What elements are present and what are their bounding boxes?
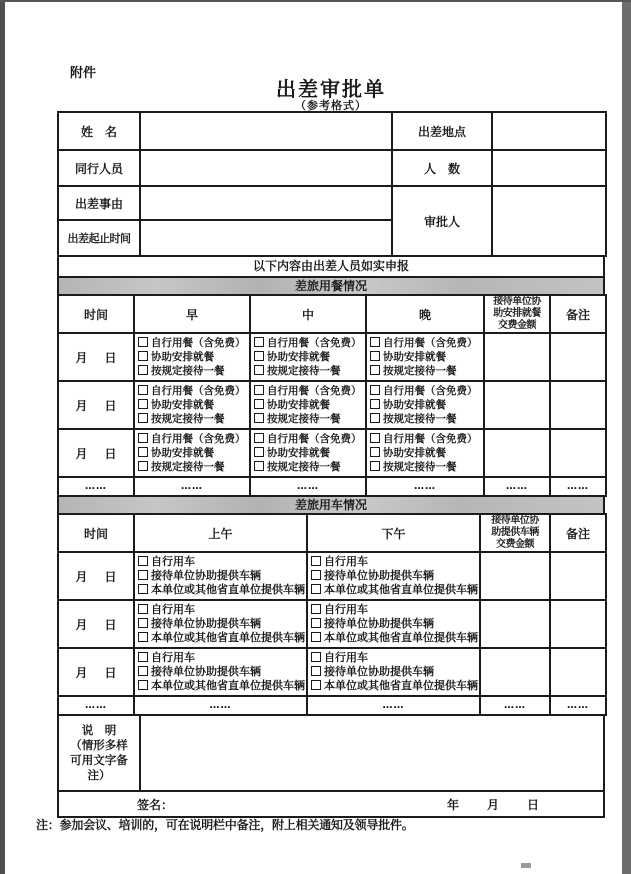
checkbox-icon bbox=[138, 584, 148, 594]
vehicle-ellipsis-row bbox=[58, 696, 606, 715]
month-label: 月 bbox=[486, 797, 499, 812]
checkbox-icon bbox=[138, 666, 148, 676]
meal-option-label: 协助安排就餐 bbox=[151, 399, 214, 411]
meal-noon-options bbox=[250, 429, 366, 477]
year-label: 年 bbox=[446, 797, 459, 812]
vehicle-am-options bbox=[134, 600, 307, 648]
ellipsis-cell: …… bbox=[134, 696, 307, 715]
meal-remark-cell bbox=[550, 333, 606, 381]
meal-evening-options bbox=[366, 381, 484, 429]
vehicle-option-label: 自行用车 bbox=[151, 555, 195, 568]
vehicle-option-label: 接待单位协助提供车辆 bbox=[151, 617, 261, 630]
vehicle-option-label: 自行用车 bbox=[151, 603, 195, 616]
meal-fee-cell bbox=[484, 381, 550, 429]
meal-col-remark: 备注 bbox=[550, 295, 606, 333]
checkbox-icon bbox=[254, 365, 264, 375]
vehicle-pm-options bbox=[307, 600, 480, 648]
checkbox-icon bbox=[138, 337, 148, 347]
vehicle-remark-cell bbox=[550, 600, 606, 648]
vehicle-option-label: 本单位或其他省直单位提供车辆 bbox=[151, 583, 305, 596]
checkbox-icon bbox=[254, 461, 264, 471]
meal-option-label: 自行用餐（含免费） bbox=[151, 433, 246, 445]
meal-option-label: 按规定接待一餐 bbox=[267, 365, 341, 377]
ellipsis-cell: …… bbox=[250, 477, 366, 496]
checkbox-icon bbox=[370, 337, 380, 347]
vehicle-option-label: 本单位或其他省直单位提供车辆 bbox=[324, 631, 478, 644]
checkbox-icon bbox=[311, 652, 321, 662]
vehicle-option-label: 自行用车 bbox=[324, 603, 368, 616]
approver-label-cell: 审批人 bbox=[392, 186, 492, 256]
checkbox-icon bbox=[311, 618, 321, 628]
reason-value-cell bbox=[140, 186, 392, 220]
checkbox-icon bbox=[254, 385, 264, 395]
period-label-cell: 出差起止时间 bbox=[58, 220, 140, 256]
checkbox-icon bbox=[370, 365, 380, 375]
checkbox-icon bbox=[138, 413, 148, 423]
meal-option-label: 按规定接待一餐 bbox=[151, 461, 225, 473]
checkbox-icon bbox=[311, 556, 321, 566]
checkbox-icon bbox=[311, 680, 321, 690]
notes-value-cell bbox=[140, 715, 604, 791]
meal-option-label: 按规定接待一餐 bbox=[267, 413, 341, 425]
vehicle-option-label: 接待单位协助提供车辆 bbox=[324, 569, 434, 582]
vehicle-option-label: 接待单位协助提供车辆 bbox=[324, 665, 434, 678]
checkbox-icon bbox=[370, 433, 380, 443]
meal-option-label: 自行用餐（含免费） bbox=[383, 337, 478, 349]
meal-option-label: 按规定接待一餐 bbox=[383, 413, 457, 425]
title-block bbox=[57, 79, 605, 112]
checkbox-icon bbox=[138, 652, 148, 662]
meal-col-morning: 早 bbox=[134, 295, 250, 333]
meal-date-cell: 月 日 bbox=[58, 381, 134, 429]
vehicle-remark-cell bbox=[550, 648, 606, 696]
signature-row bbox=[57, 790, 605, 818]
location-label-cell: 出差地点 bbox=[392, 112, 492, 150]
document-title: 出差审批单 bbox=[276, 77, 386, 101]
vehicle-fee-cell bbox=[480, 552, 550, 600]
ellipsis-cell: …… bbox=[366, 477, 484, 496]
count-label-cell: 人 数 bbox=[392, 150, 492, 186]
meal-option-label: 按规定接待一餐 bbox=[267, 461, 341, 473]
vehicle-col-fee: 接待单位协 助提供车辆 交费金额 bbox=[480, 514, 550, 552]
vehicle-date-cell: 月 日 bbox=[58, 552, 134, 600]
meal-section-bar: 差旅用餐情况 bbox=[57, 276, 605, 296]
meal-option-label: 协助安排就餐 bbox=[383, 351, 446, 363]
checkbox-icon bbox=[138, 351, 148, 361]
meal-option-label: 自行用餐（含免费） bbox=[383, 385, 478, 397]
checkbox-icon bbox=[138, 604, 148, 614]
checkbox-icon bbox=[138, 680, 148, 690]
vehicle-option-label: 接待单位协助提供车辆 bbox=[324, 617, 434, 630]
vehicle-table bbox=[57, 513, 607, 716]
meal-option-label: 自行用餐（含免费） bbox=[151, 385, 246, 397]
vehicle-option-label: 自行用车 bbox=[324, 555, 368, 568]
meal-evening-options bbox=[366, 429, 484, 477]
meal-remark-cell bbox=[550, 381, 606, 429]
header-info-table bbox=[57, 111, 607, 257]
meal-option-label: 协助安排就餐 bbox=[383, 399, 446, 411]
checkbox-icon bbox=[138, 447, 148, 457]
meal-table bbox=[57, 294, 607, 497]
name-value-cell bbox=[140, 112, 392, 150]
period-value-cell bbox=[140, 220, 392, 256]
checkbox-icon bbox=[138, 632, 148, 642]
meal-ellipsis-row bbox=[58, 477, 606, 496]
vehicle-row-2 bbox=[58, 600, 606, 648]
vehicle-pm-options bbox=[307, 552, 480, 600]
meal-evening-options bbox=[366, 333, 484, 381]
vehicle-col-pm: 下午 bbox=[307, 514, 480, 552]
checkbox-icon bbox=[138, 365, 148, 375]
checkbox-icon bbox=[254, 337, 264, 347]
ellipsis-cell: …… bbox=[58, 477, 134, 496]
checkbox-icon bbox=[254, 399, 264, 409]
meal-option-label: 协助安排就餐 bbox=[267, 351, 330, 363]
notes-table bbox=[57, 714, 605, 792]
ellipsis-cell: …… bbox=[484, 477, 550, 496]
meal-fee-cell bbox=[484, 333, 550, 381]
meal-morning-options bbox=[134, 429, 250, 477]
vehicle-option-label: 本单位或其他省直单位提供车辆 bbox=[324, 679, 478, 692]
vehicle-col-am: 上午 bbox=[134, 514, 307, 552]
checkbox-icon bbox=[370, 399, 380, 409]
vehicle-option-label: 本单位或其他省直单位提供车辆 bbox=[151, 631, 305, 644]
reason-label-cell: 出差事由 bbox=[58, 186, 140, 220]
vehicle-option-label: 接待单位协助提供车辆 bbox=[151, 569, 261, 582]
checkbox-icon bbox=[311, 666, 321, 676]
vehicle-row-1 bbox=[58, 552, 606, 600]
footnote: 注：参加会议、培训的，可在说明栏中备注，附上相关通知及领导批件。 bbox=[36, 818, 414, 832]
meal-remark-cell bbox=[550, 429, 606, 477]
vehicle-fee-cell bbox=[480, 648, 550, 696]
location-value-cell bbox=[492, 112, 606, 150]
checkbox-icon bbox=[370, 351, 380, 361]
vehicle-option-label: 自行用车 bbox=[151, 651, 195, 664]
meal-row-1 bbox=[58, 333, 606, 381]
vehicle-col-remark: 备注 bbox=[550, 514, 606, 552]
meal-morning-options bbox=[134, 381, 250, 429]
meal-col-time: 时间 bbox=[58, 295, 134, 333]
meal-option-label: 协助安排就餐 bbox=[383, 447, 446, 459]
document-subtitle: （参考格式） bbox=[295, 99, 367, 112]
meal-option-label: 按规定接待一餐 bbox=[383, 365, 457, 377]
checkbox-icon bbox=[370, 461, 380, 471]
notes-label-cell: 说 明 （情形多样 可用文字备 注） bbox=[58, 715, 140, 791]
meal-col-fee: 接待单位协 助安排就餐 交费金额 bbox=[484, 295, 550, 333]
name-label-cell: 姓 名 bbox=[58, 112, 140, 150]
ellipsis-cell: …… bbox=[134, 477, 250, 496]
checkbox-icon bbox=[254, 447, 264, 457]
checkbox-icon bbox=[254, 413, 264, 423]
checkbox-icon bbox=[138, 385, 148, 395]
vehicle-option-label: 本单位或其他省直单位提供车辆 bbox=[151, 679, 305, 692]
vehicle-remark-cell bbox=[550, 552, 606, 600]
checkbox-icon bbox=[370, 413, 380, 423]
checkbox-icon bbox=[311, 604, 321, 614]
ellipsis-cell: …… bbox=[550, 477, 606, 496]
vehicle-pm-options bbox=[307, 648, 480, 696]
checkbox-icon bbox=[138, 570, 148, 580]
declaration-row: 以下内容由出差人员如实申报 bbox=[57, 255, 605, 278]
ellipsis-cell: …… bbox=[480, 696, 550, 715]
checkbox-icon bbox=[370, 447, 380, 457]
checkbox-icon bbox=[138, 556, 148, 566]
meal-noon-options bbox=[250, 333, 366, 381]
attachment-label: 附件 bbox=[70, 66, 97, 81]
scan-edge-left bbox=[0, 0, 5, 874]
scan-edge-right bbox=[622, 0, 631, 874]
ellipsis-cell: …… bbox=[550, 696, 606, 715]
signature-label: 签名： bbox=[137, 797, 174, 812]
checkbox-icon bbox=[311, 584, 321, 594]
vehicle-am-options bbox=[134, 552, 307, 600]
meal-col-noon: 中 bbox=[250, 295, 366, 333]
vehicle-col-time: 时间 bbox=[58, 514, 134, 552]
checkbox-icon bbox=[138, 433, 148, 443]
vehicle-fee-cell bbox=[480, 600, 550, 648]
vehicle-option-label: 本单位或其他省直单位提供车辆 bbox=[324, 583, 478, 596]
count-value-cell bbox=[492, 150, 606, 186]
checkbox-icon bbox=[254, 351, 264, 361]
vehicle-row-3 bbox=[58, 648, 606, 696]
scan-edge-top bbox=[0, 0, 631, 2]
meal-option-label: 自行用餐（含免费） bbox=[267, 433, 362, 445]
vehicle-option-label: 接待单位协助提供车辆 bbox=[151, 665, 261, 678]
meal-row-2 bbox=[58, 381, 606, 429]
meal-col-evening: 晚 bbox=[366, 295, 484, 333]
date-labels bbox=[447, 796, 539, 813]
meal-date-cell: 月 日 bbox=[58, 429, 134, 477]
companions-value-cell bbox=[140, 150, 392, 186]
checkbox-icon bbox=[311, 570, 321, 580]
meal-option-label: 协助安排就餐 bbox=[267, 447, 330, 459]
meal-option-label: 按规定接待一餐 bbox=[151, 365, 225, 377]
checkbox-icon bbox=[138, 618, 148, 628]
vehicle-option-label: 自行用车 bbox=[324, 651, 368, 664]
meal-option-label: 按规定接待一餐 bbox=[151, 413, 225, 425]
ellipsis-cell: …… bbox=[58, 696, 134, 715]
vehicle-date-cell: 月 日 bbox=[58, 600, 134, 648]
meal-noon-options bbox=[250, 381, 366, 429]
approver-value-cell bbox=[492, 186, 606, 256]
companions-label-cell: 同行人员 bbox=[58, 150, 140, 186]
checkbox-icon bbox=[138, 461, 148, 471]
vehicle-am-options bbox=[134, 648, 307, 696]
meal-option-label: 协助安排就餐 bbox=[151, 447, 214, 459]
meal-option-label: 自行用餐（含免费） bbox=[267, 337, 362, 349]
meal-morning-options bbox=[134, 333, 250, 381]
day-label: 日 bbox=[526, 797, 539, 812]
meal-option-label: 自行用餐（含免费） bbox=[151, 337, 246, 349]
vehicle-section-bar: 差旅用车情况 bbox=[57, 495, 605, 515]
checkbox-icon bbox=[311, 632, 321, 642]
ellipsis-cell: …… bbox=[307, 696, 480, 715]
meal-option-label: 自行用餐（含免费） bbox=[383, 433, 478, 445]
vehicle-date-cell: 月 日 bbox=[58, 648, 134, 696]
business-trip-approval-form bbox=[57, 111, 605, 818]
meal-option-label: 协助安排就餐 bbox=[151, 351, 214, 363]
checkbox-icon bbox=[370, 385, 380, 395]
meal-option-label: 协助安排就餐 bbox=[267, 399, 330, 411]
meal-row-3 bbox=[58, 429, 606, 477]
meal-fee-cell bbox=[484, 429, 550, 477]
meal-option-label: 自行用餐（含免费） bbox=[267, 385, 362, 397]
meal-date-cell: 月 日 bbox=[58, 333, 134, 381]
checkbox-icon bbox=[138, 399, 148, 409]
scan-artifact bbox=[521, 863, 531, 868]
meal-option-label: 按规定接待一餐 bbox=[383, 461, 457, 473]
checkbox-icon bbox=[254, 433, 264, 443]
